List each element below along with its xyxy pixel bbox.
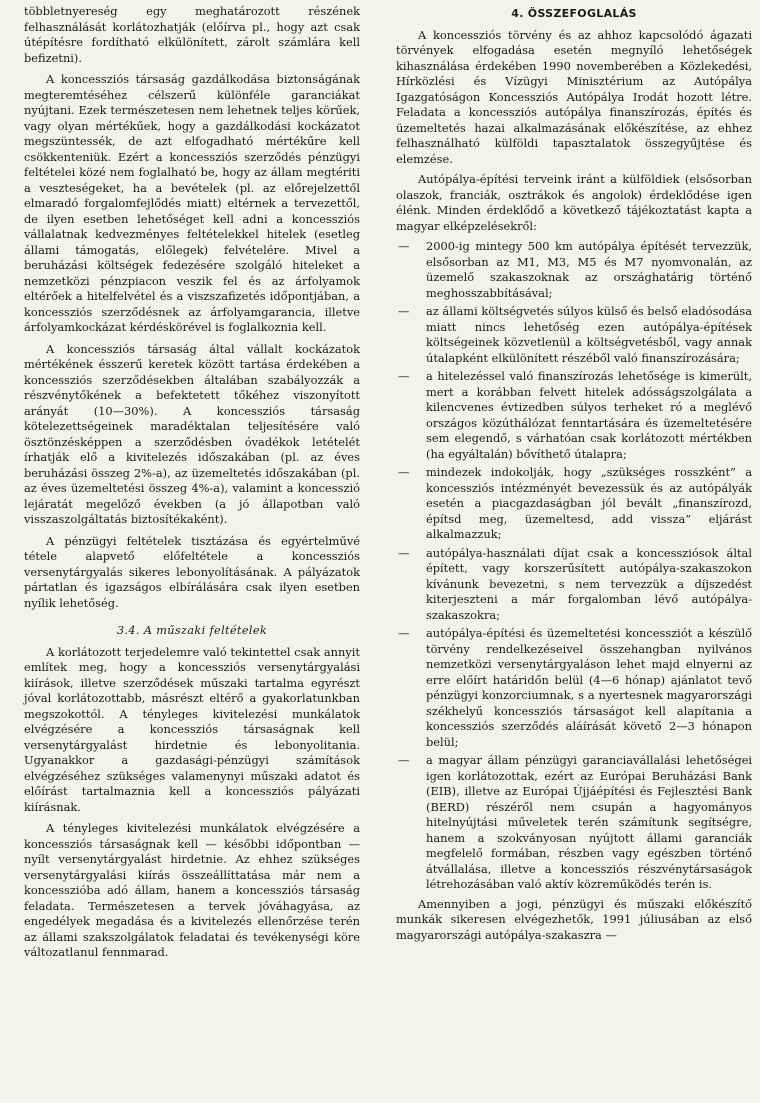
left-column [24, 4, 360, 967]
list-item: — mindezek indokolják, hogy „szükséges rosszként” a koncessziós intézményét bevezessük és az autópályák esetén a piacgazdaságban jól bevált „finanszírozd, építsd meg, üzemeltesd, add vissza” eljárást alkalmazzuk; [396, 465, 752, 543]
dash-list [396, 239, 752, 893]
list-item: — 2000-ig mintegy 500 km autópálya építését tervezzük, elsősorban az M1, M3, M5 és M7 nyomvonalán, az üzemelő szakaszoknak az országhatárig történő meghosszabbításával; [396, 239, 752, 301]
list-item: — autópálya-használati díjat csak a koncessziósok által épített, vagy korszerűsített autópálya-szakaszokon kívánunk bevezetni, s nem tervezzük a díjszedést kiterjeszteni a már forgalomban lévő autópálya-szakaszokra; [396, 546, 752, 624]
list-item: — a magyar állam pénzügyi garanciavállalási lehetőségei igen korlátozottak, ezért az Európai Beruházási Bank (EIB), illetve az Európai Újjáépítési és Fejlesztési Bank (BERD) részéről nem csupán a hagyományos hitelnyújtási műveletek terén számítunk segítségre, hanem a szokványosan nyújtott állami garanciák megfelelő formában, részben vagy egészben történő átvállalása, illetve a koncessziós részvénytársaságok létrehozásában való aktív közreműködés terén is. [396, 753, 752, 893]
paragraph: A pénzügyi feltételek tisztázása és egyértelművé tétele alapvető előfeltétele a koncessziós versenytárgyalás sikeres lebonyolításának. A pályázatok pártatlan és igazságos elbírálására csak ilyen esetben nyílik lehetőség. [24, 533, 360, 610]
list-item: — az állami költségvetés súlyos külső és belső eladósodása miatt nincs lehetőség ezen autópálya-építések költségeinek közvetlenül a költségvetésből, vagy annak útalapként elkülönített részéből való finanszírozására; [396, 304, 752, 366]
paragraph: Amennyiben a jogi, pénzügyi és műszaki előkészítő munkák sikeresen elvégezhetők, 1991 júliusában az első magyarországi autópálya-szakaszra — [396, 896, 752, 942]
paragraph: A koncessziós társaság gazdálkodása biztonságának megteremtéséhez célszerű különféle garanciákat nyújtani. Ezek természetesen nem lehetnek teljes körűek, vagy olyan mértékűek, hogy a gazdálkodási kockázatot megszüntessék, de azt elfogadható mértékűre kell csökkenteniük. Ezért a koncessziós szerződés pénzügyi feltételei közé nem foglalható be, hogy az állam megtériti a veszteségeket, ha a bevételek (pl. az előrejelzettől elmaradó forgalomfejlődés miatt) eltérnek a tervezettől, de ilyen esetben lehetőséget kell adni a koncessziós vállalatnak kedvezményes feltételekkel hitelek (esetleg állami támogatás, előlegek) felvételére. Mivel a beruházási költségek fedezésére szolgáló hiteleket a nemzetközi pénzpiacon veszik fel és az árfolyamok eltérőek a hitelfelvétel és a viszszafizetés időpontjában, a koncessziós szerződésnek az árfolyamgarancia, illetve árfolyamkockázat kérdéskörével is foglalkoznia kell. [24, 72, 360, 334]
section-heading: 4. ÖSSZEFOGLALÁS [511, 7, 637, 20]
paragraph: többletnyereség egy meghatározott részének felhasználását korlátozhatják (előírva pl., hogy azt csak útépítésre fordítható elkülönített, zárolt számlára kell befizetni). [24, 4, 360, 65]
subsection-heading: 3.4. A műszaki feltételek [116, 624, 268, 637]
paragraph: A koncessziós törvény és az ahhoz kapcsolódó ágazati törvények elfogadása esetén megnyíló lehetőségek kihasználása érdekében 1990 novemberében a Közlekedési, Hírközlési és Vízügyi Minisztérium az Autópálya Igazgatóságon Koncessziós Autópálya Irodát hozott létre. Feladata a koncessziós autópálya finanszírozás, építés és üzemeltetés hazai alkalmazásának előkészítése, az ehhez felhasználható külföldi tapasztalatok összegyűjtése és elemzése. [396, 27, 752, 166]
right-column [396, 4, 752, 948]
paragraph: A koncessziós társaság által vállalt kockázatok mértékének ésszerű keretek között tartása érdekében a koncessziós szerződésekben általában szabályozzák a részvénytőkének a befektetett tőkéhez viszonyított arányát (10—30%). A koncessziós társaság kötelezettségeinek maradéktalan teljesítésére való ösztönzésképpen a szerződésben óvadékok letételét írhatják elő a kivitelezés időszakában (pl. az éves beruházási összeg 2%-a), az üzemeltetés időszakában (pl. az éves üzemeltetési összeg 4%-a), valamint a koncesszió lejáratát megelőző években (a jó állapotban való visszaszolgáltatás biztosítékaként). [24, 341, 360, 526]
list-item: — a hitelezéssel való finanszírozás lehetősége is kimerült, mert a korábban felvett hitelek adósságszolgálata a kilencvenes évtizedben súlyos terheket ró a meglévő országos közúthálózat fenntartására és üzemeltetésére sem elegendő, s várhatóan csak korlátozott mértékben (ha egyáltalán) bővíthető útalapra; [396, 369, 752, 462]
paragraph: Autópálya-építési terveink iránt a külföldiek (elsősorban olaszok, franciák, osztrákok és angolok) érdeklődése igen élénk. Minden érdeklődő a következő tájékoztatást kapta a magyar elképzelésekről: [396, 172, 752, 233]
list-item: — autópálya-építési és üzemeltetési koncessziót a készülő törvény rendelkezéseivel összehangban nyilvános nemzetközi versenytárgyaláson lehet majd elnyerni az erre előírt határidőn belül (4—6 hónap) ajánlatot tevő pénzügyi konzorciumnak, s a nyertesnek magyarországi székhelyű koncessziós társaságot kell alapítania a koncessziós szerződés aláírását követő 2—3 hónapon belül; [396, 626, 752, 750]
paragraph: A tényleges kivitelezési munkálatok elvégzésére a koncessziós társaságnak kell — későbbi időpontban — nyílt versenytárgyalást hirdetnie. Az ehhez szükséges versenytárgyalási kiírás összeállíttatása már nem a koncesszióba adó állam, hanem a koncessziós társaság feladata. Természetesen a tervek jóváhagyása, az engedélyek megadása és a kivitelezés ellenőrzése terén az állami szakszolgálatok feladatai és tevékenységi köre változatlanul fennmarad. [24, 821, 360, 959]
paragraph: A korlátozott terjedelemre való tekintettel csak annyit említek meg, hogy a koncessziós versenytárgyalási kiírások, illetve szerződések műszaki tartalma egyrészt jóval korlátozottabb, másrészt eltérő a gyakorlatunkban megszokottól. A tényleges kivitelezési munkálatok elvégzésére a koncessziós társaságnak kell versenytárgyalást hirdetnie és lebonyolitania. Ugyanakkor a gazdasági-pénzügyi számítások elvégzéséhez szükséges valamenynyi műszaki adatot és előírást tartalmaznia kell a koncessziós pályázati kiírásnak. [24, 644, 360, 814]
